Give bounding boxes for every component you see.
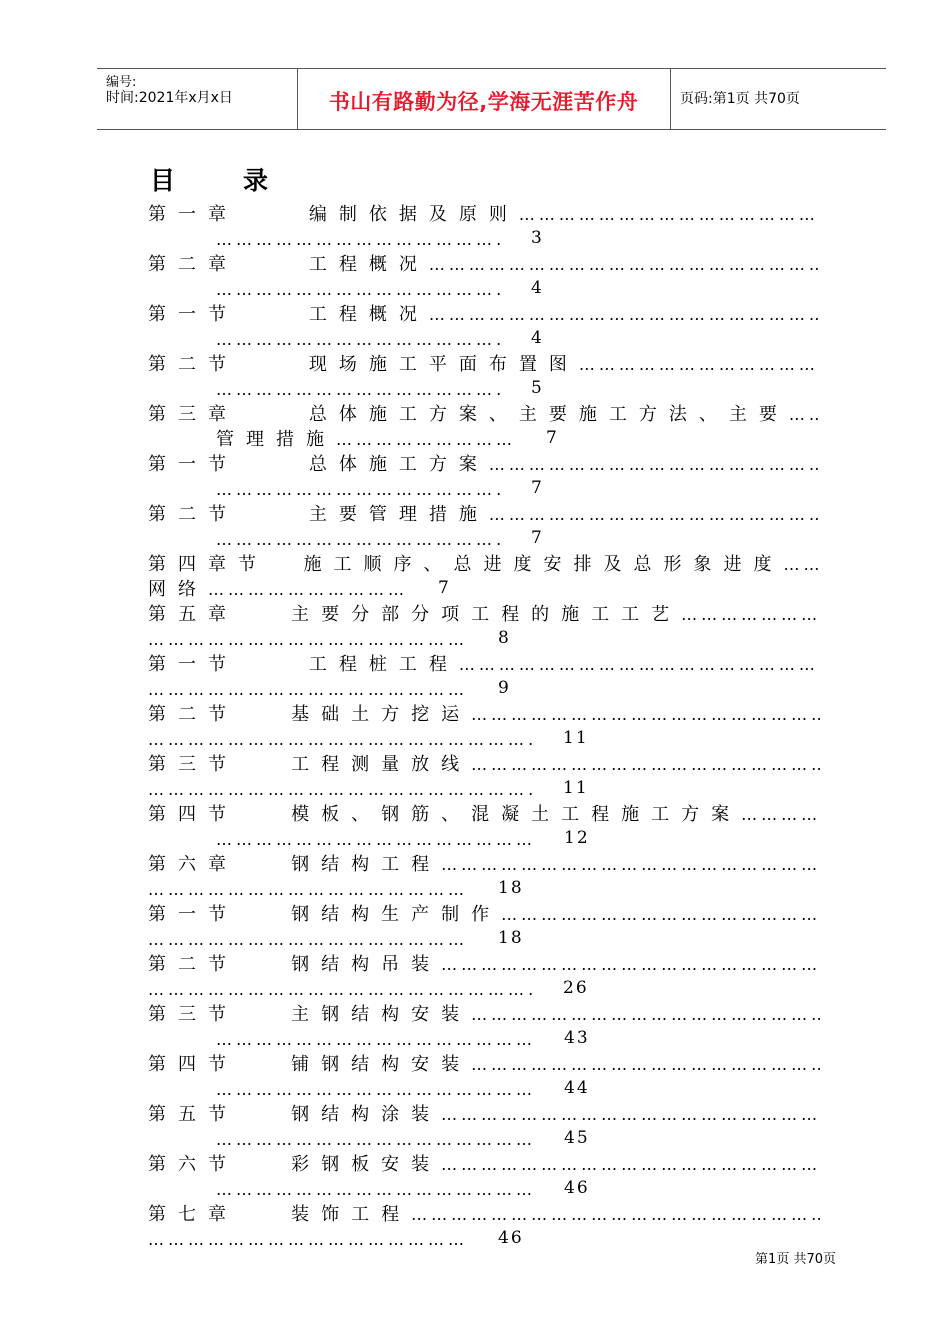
toc-leader-dots — [148, 677, 468, 702]
toc-page-number: 45 — [564, 1127, 590, 1148]
toc-entry-label: 第三章 总体施工方案、主要施工方法、主要 — [148, 403, 789, 425]
toc-entry[interactable] — [148, 750, 820, 800]
toc-page-number: 9 — [498, 677, 511, 698]
toc-page-number: 26 — [563, 977, 589, 998]
toc-page-number: 4 — [531, 327, 544, 348]
toc-leader-dots — [441, 852, 820, 877]
toc-entry[interactable] — [148, 1150, 820, 1200]
toc-leader-dots — [471, 1002, 820, 1027]
toc-entry-label: 第一节 工程概况 — [148, 303, 429, 325]
toc-entry-label: 第一章 编制依据及原则 — [148, 203, 519, 225]
toc-entry-line1 — [148, 700, 820, 725]
toc-entry-label: 第五章 主要分部分项工程的施工工艺 — [148, 603, 682, 625]
toc-entry-line2 — [148, 1175, 820, 1200]
toc-page-number: 8 — [498, 627, 511, 648]
document-number-label: 编号: — [106, 75, 137, 90]
toc-page-number: 43 — [564, 1027, 590, 1048]
toc-leader-dots — [411, 1202, 820, 1227]
toc-leader-dots — [789, 402, 820, 427]
toc-entry-label: 第四节 铺钢结构安装 — [148, 1053, 472, 1075]
toc-entry-line1 — [148, 300, 820, 325]
toc-leader-dots — [208, 577, 408, 602]
toc-entry-label: 第四章节 施工顺序、总进度安排及总形象进度 — [148, 553, 784, 575]
toc-leader-dots — [783, 552, 820, 577]
toc-entry-line1 — [148, 850, 820, 875]
toc-entry-label: 第四节 模板、钢筋、混凝土工程施工方案 — [148, 803, 742, 825]
toc-entry-line1 — [148, 200, 820, 225]
toc-leader-dots — [441, 1102, 820, 1127]
toc-leader-dots — [489, 502, 820, 527]
toc-page-number: 46 — [564, 1177, 590, 1198]
toc-entry[interactable] — [148, 400, 820, 450]
toc-entry-line2 — [148, 675, 820, 700]
toc-leader-dots — [148, 927, 468, 952]
toc-entry-label: 第一节 钢结构生产制作 — [148, 903, 502, 925]
toc-entry-label: 第六章 钢结构工程 — [148, 853, 442, 875]
toc-entry-label: 第七章 装饰工程 — [148, 1203, 412, 1225]
toc-leader-dots — [148, 777, 533, 802]
toc-leader-dots — [216, 527, 501, 552]
toc-entry[interactable] — [148, 1050, 820, 1100]
toc-page-number: 46 — [498, 1227, 524, 1248]
toc-leader-dots — [216, 477, 501, 502]
toc-entry[interactable] — [148, 550, 820, 600]
toc-entry-line1 — [148, 1050, 820, 1075]
toc-leader-dots — [216, 1177, 534, 1202]
toc-page-number: 3 — [531, 227, 544, 248]
toc-leader-dots — [441, 1152, 820, 1177]
toc-entry-line2 — [148, 875, 820, 900]
toc-page-number: 7 — [546, 427, 559, 448]
toc-entry-line2 — [148, 775, 820, 800]
toc-page-number: 4 — [531, 277, 544, 298]
toc-entry-line1 — [148, 1150, 820, 1175]
toc-leader-dots — [429, 252, 820, 277]
toc-entry-label: 第二节 现场施工平面布置图 — [148, 353, 579, 375]
toc-page-number: 7 — [438, 577, 451, 598]
toc-entry-line2 — [148, 275, 820, 300]
toc-entry-line2 — [148, 725, 820, 750]
toc-page-number: 5 — [531, 377, 544, 398]
toc-entry-line2 — [148, 1075, 820, 1100]
toc-page-number: 11 — [563, 727, 589, 748]
toc-entry[interactable] — [148, 900, 820, 950]
toc-leader-dots — [336, 427, 516, 452]
toc-entry-label: 第五节 钢结构涂装 — [148, 1103, 442, 1125]
toc-leader-dots — [501, 902, 820, 927]
page-footer: 第1页 共70页 — [755, 1252, 836, 1267]
toc-leader-dots — [471, 1052, 820, 1077]
toc-entry[interactable] — [148, 350, 820, 400]
toc-entry-line1 — [148, 900, 820, 925]
toc-entry-line1 — [148, 450, 820, 475]
toc-leader-dots — [519, 202, 820, 227]
header-page-number: 页码:第1页 共70页 — [680, 91, 800, 107]
toc-leader-dots — [741, 802, 820, 827]
toc-entry-line2 — [148, 475, 820, 500]
toc-entry-label-continued: 网络 — [148, 578, 208, 600]
document-time-label: 时间:2021年x月x日 — [106, 90, 233, 106]
toc-entry-label: 第三节 主钢结构安装 — [148, 1003, 472, 1025]
toc-entry[interactable] — [148, 1100, 820, 1150]
toc-entry[interactable] — [148, 800, 820, 850]
header-meta-cell — [97, 69, 298, 129]
header-page-cell — [670, 69, 886, 129]
page-header — [97, 68, 886, 130]
toc-entry-line2 — [148, 575, 820, 600]
toc-leader-dots — [148, 877, 468, 902]
toc-page-number: 7 — [531, 477, 544, 498]
toc-page-number: 7 — [531, 527, 544, 548]
toc-entry-line2 — [148, 625, 820, 650]
toc-entry-line2 — [148, 975, 820, 1000]
toc-entry-line1 — [148, 800, 820, 825]
toc-entry[interactable] — [148, 600, 820, 650]
toc-list — [148, 200, 820, 1250]
toc-entry-label: 第一节 工程桩工程 — [148, 653, 459, 675]
toc-entry[interactable] — [148, 650, 820, 700]
toc-leader-dots — [216, 1077, 534, 1102]
toc-entry-line1 — [148, 950, 820, 975]
toc-entry-line2 — [148, 1025, 820, 1050]
toc-entry-label-continued: 管理措施 — [216, 428, 336, 450]
toc-leader-dots — [216, 377, 501, 402]
toc-entry[interactable] — [148, 250, 820, 300]
toc-entry-line1 — [148, 1200, 820, 1225]
toc-leader-dots — [216, 827, 534, 852]
toc-entry[interactable] — [148, 450, 820, 500]
toc-entry-label: 第一节 总体施工方案 — [148, 453, 489, 475]
toc-entry[interactable] — [148, 950, 820, 1000]
toc-page-number: 44 — [564, 1077, 590, 1098]
toc-entry-line2 — [148, 375, 820, 400]
toc-entry-line2 — [148, 925, 820, 950]
toc-entry-line2 — [148, 1225, 820, 1250]
toc-entry-label: 第三节 工程测量放线 — [148, 753, 472, 775]
toc-entry-line1 — [148, 350, 820, 375]
toc-leader-dots — [579, 352, 820, 377]
toc-entry-line2 — [148, 425, 820, 450]
toc-entry-line1 — [148, 1000, 820, 1025]
header-motto-cell — [297, 69, 671, 129]
toc-leader-dots — [148, 977, 533, 1002]
toc-leader-dots — [148, 727, 533, 752]
toc-entry[interactable] — [148, 300, 820, 350]
toc-entry-line2 — [148, 525, 820, 550]
toc-entry-line1 — [148, 650, 820, 675]
toc-entry-line1 — [148, 250, 820, 275]
toc-leader-dots — [216, 1127, 534, 1152]
toc-leader-dots — [441, 952, 820, 977]
toc-page-number: 12 — [564, 827, 590, 848]
toc-leader-dots — [216, 277, 501, 302]
toc-entry[interactable] — [148, 1000, 820, 1050]
toc-entry-label: 第二节 主要管理措施 — [148, 503, 489, 525]
toc-leader-dots — [489, 452, 820, 477]
toc-entry-label: 第二章 工程概况 — [148, 253, 429, 275]
toc-entry-label: 第六节 彩钢板安装 — [148, 1153, 442, 1175]
toc-entry[interactable] — [148, 500, 820, 550]
toc-entry[interactable] — [148, 200, 820, 250]
toc-entry[interactable] — [148, 850, 820, 900]
toc-leader-dots — [429, 302, 820, 327]
toc-leader-dots — [216, 1027, 534, 1052]
toc-page-number: 11 — [563, 777, 589, 798]
toc-entry-line1 — [148, 750, 820, 775]
toc-entry-line2 — [148, 825, 820, 850]
toc-entry-line1 — [148, 400, 820, 425]
toc-entry-label: 第二节 基础土方挖运 — [148, 703, 472, 725]
toc-entry-line2 — [148, 225, 820, 250]
toc-leader-dots — [459, 652, 820, 677]
toc-entry-line1 — [148, 600, 820, 625]
toc-leader-dots — [216, 227, 501, 252]
toc-leader-dots — [148, 1227, 468, 1252]
toc-entry-line2 — [148, 1125, 820, 1150]
toc-page-number: 18 — [498, 927, 524, 948]
toc-leader-dots — [681, 602, 820, 627]
toc-leader-dots — [216, 327, 501, 352]
toc-entry-line2 — [148, 325, 820, 350]
toc-entry-label: 第二节 钢结构吊装 — [148, 953, 442, 975]
toc-title: 目录 — [150, 166, 337, 195]
toc-leader-dots — [471, 702, 820, 727]
toc-entry[interactable] — [148, 1200, 820, 1250]
toc-entry-line1 — [148, 550, 820, 575]
toc-leader-dots — [148, 627, 468, 652]
toc-entry[interactable] — [148, 700, 820, 750]
toc-leader-dots — [471, 752, 820, 777]
header-motto: 书山有路勤为径,学海无涯苦作舟 — [328, 90, 639, 114]
toc-page-number: 18 — [498, 877, 524, 898]
toc-entry-line1 — [148, 1100, 820, 1125]
toc-entry-line1 — [148, 500, 820, 525]
